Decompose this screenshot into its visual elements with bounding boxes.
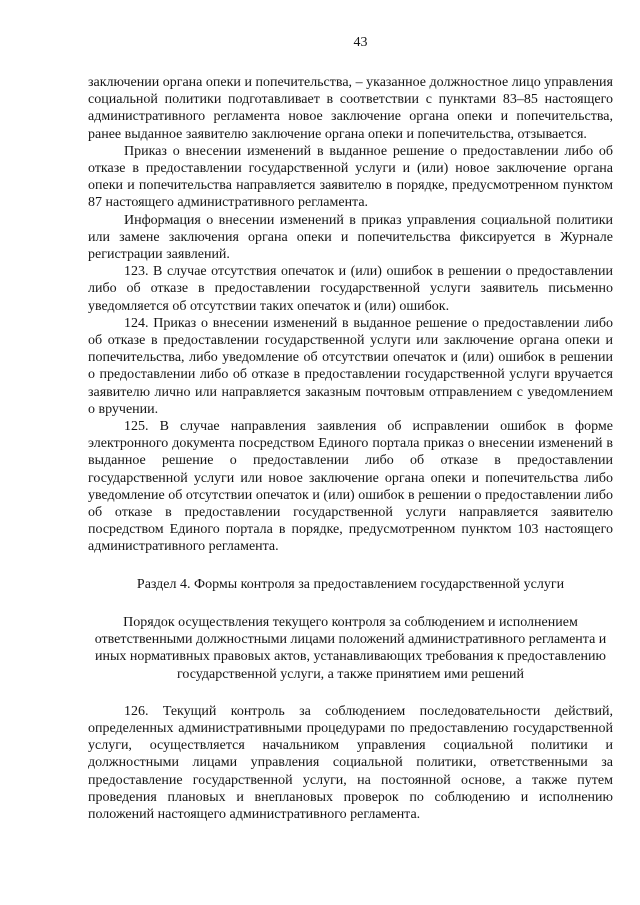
- subsection-heading: Порядок осуществления текущего контроля за соблюдением и исполнением ответственными должностными лицами положений административного регламента и иных нормативных правовых актов, устанавливающих требования к предоставлению государственной услуги, а также принятием ими решений: [94, 614, 607, 682]
- paragraph-125: 125. В случае направления заявления об исправлении ошибок в форме электронного документа посредством Единого портала приказ о внесении изменений в выданное решение о предоставлении либо об отказе в предоставлении государственной услуги или новое заключение органа опеки и попечительства либо уведомление об отсутствии опечаток и (или) ошибок в решении о предоставлении либо об отказе в предоставлении государственной услуги направляется заявителю посредством Единого портала в порядке, предусмотренном пунктом 103 настоящего административного регламента.: [88, 419, 613, 555]
- paragraph-continuation: заключении органа опеки и попечительства, – указанное должностное лицо управления социальной политики подготавливает в соответствии с пунктами 83–85 настоящего административного регламента новое заключение органа опеки и попечительства, ранее выданное заявителю заключение органа опеки и попечительства, отзывается.: [88, 75, 613, 142]
- paragraph-prikaz: Приказ о внесении изменений в выданное решение о предоставлении либо об отказе в предоставлении государственной услуги и (или) новое заключение органа опеки и попечительства направляется заявителю в порядке, предусмотренном пунктом 87 настоящего административного регламента.: [88, 143, 613, 211]
- paragraph-informaciya: Информация о внесении изменений в приказ управления социальной политики или замене заключения органа опеки и попечительства фиксируется в Журнале регистрации заявлений.: [88, 212, 613, 263]
- paragraphs-top: [88, 74, 613, 556]
- section-heading: Раздел 4. Формы контроля за предоставлением государственной услуги: [136, 576, 565, 592]
- paragraph-126: 126. Текущий контроль за соблюдением последовательности действий, определенных административными процедурами по предоставлению государственной услуги, осуществляется начальником управления социальной политики и должностными лицами управления социальной политики, ответственными за предоставление государственной услуги, на постоянной основе, а также путем проведения плановых и внеплановых проверок по соблюдению и исполнению положений настоящего административного регламента.: [88, 703, 613, 822]
- paragraph-123: 123. В случае отсутствия опечаток и (или) ошибок в решении о предоставлении либо об отказе в предоставлении государственной услуги заявитель письменно уведомляется об отсутствии таких опечаток и (или) ошибок.: [88, 264, 613, 314]
- paragraph-124: 124. Приказ о внесении изменений в выданное решение о предоставлении либо об отказе в предоставлении государственной услуги или заключение органа опеки и попечительства, либо уведомление об отсутствии опечаток и (или) ошибок в решении о предоставлении либо об отказе в предоставлении государственной услуги вручается заявителю лично или направляется заказным почтовым отправлением с уведомлением о вручении.: [88, 315, 613, 417]
- page-number: 43: [353, 35, 368, 50]
